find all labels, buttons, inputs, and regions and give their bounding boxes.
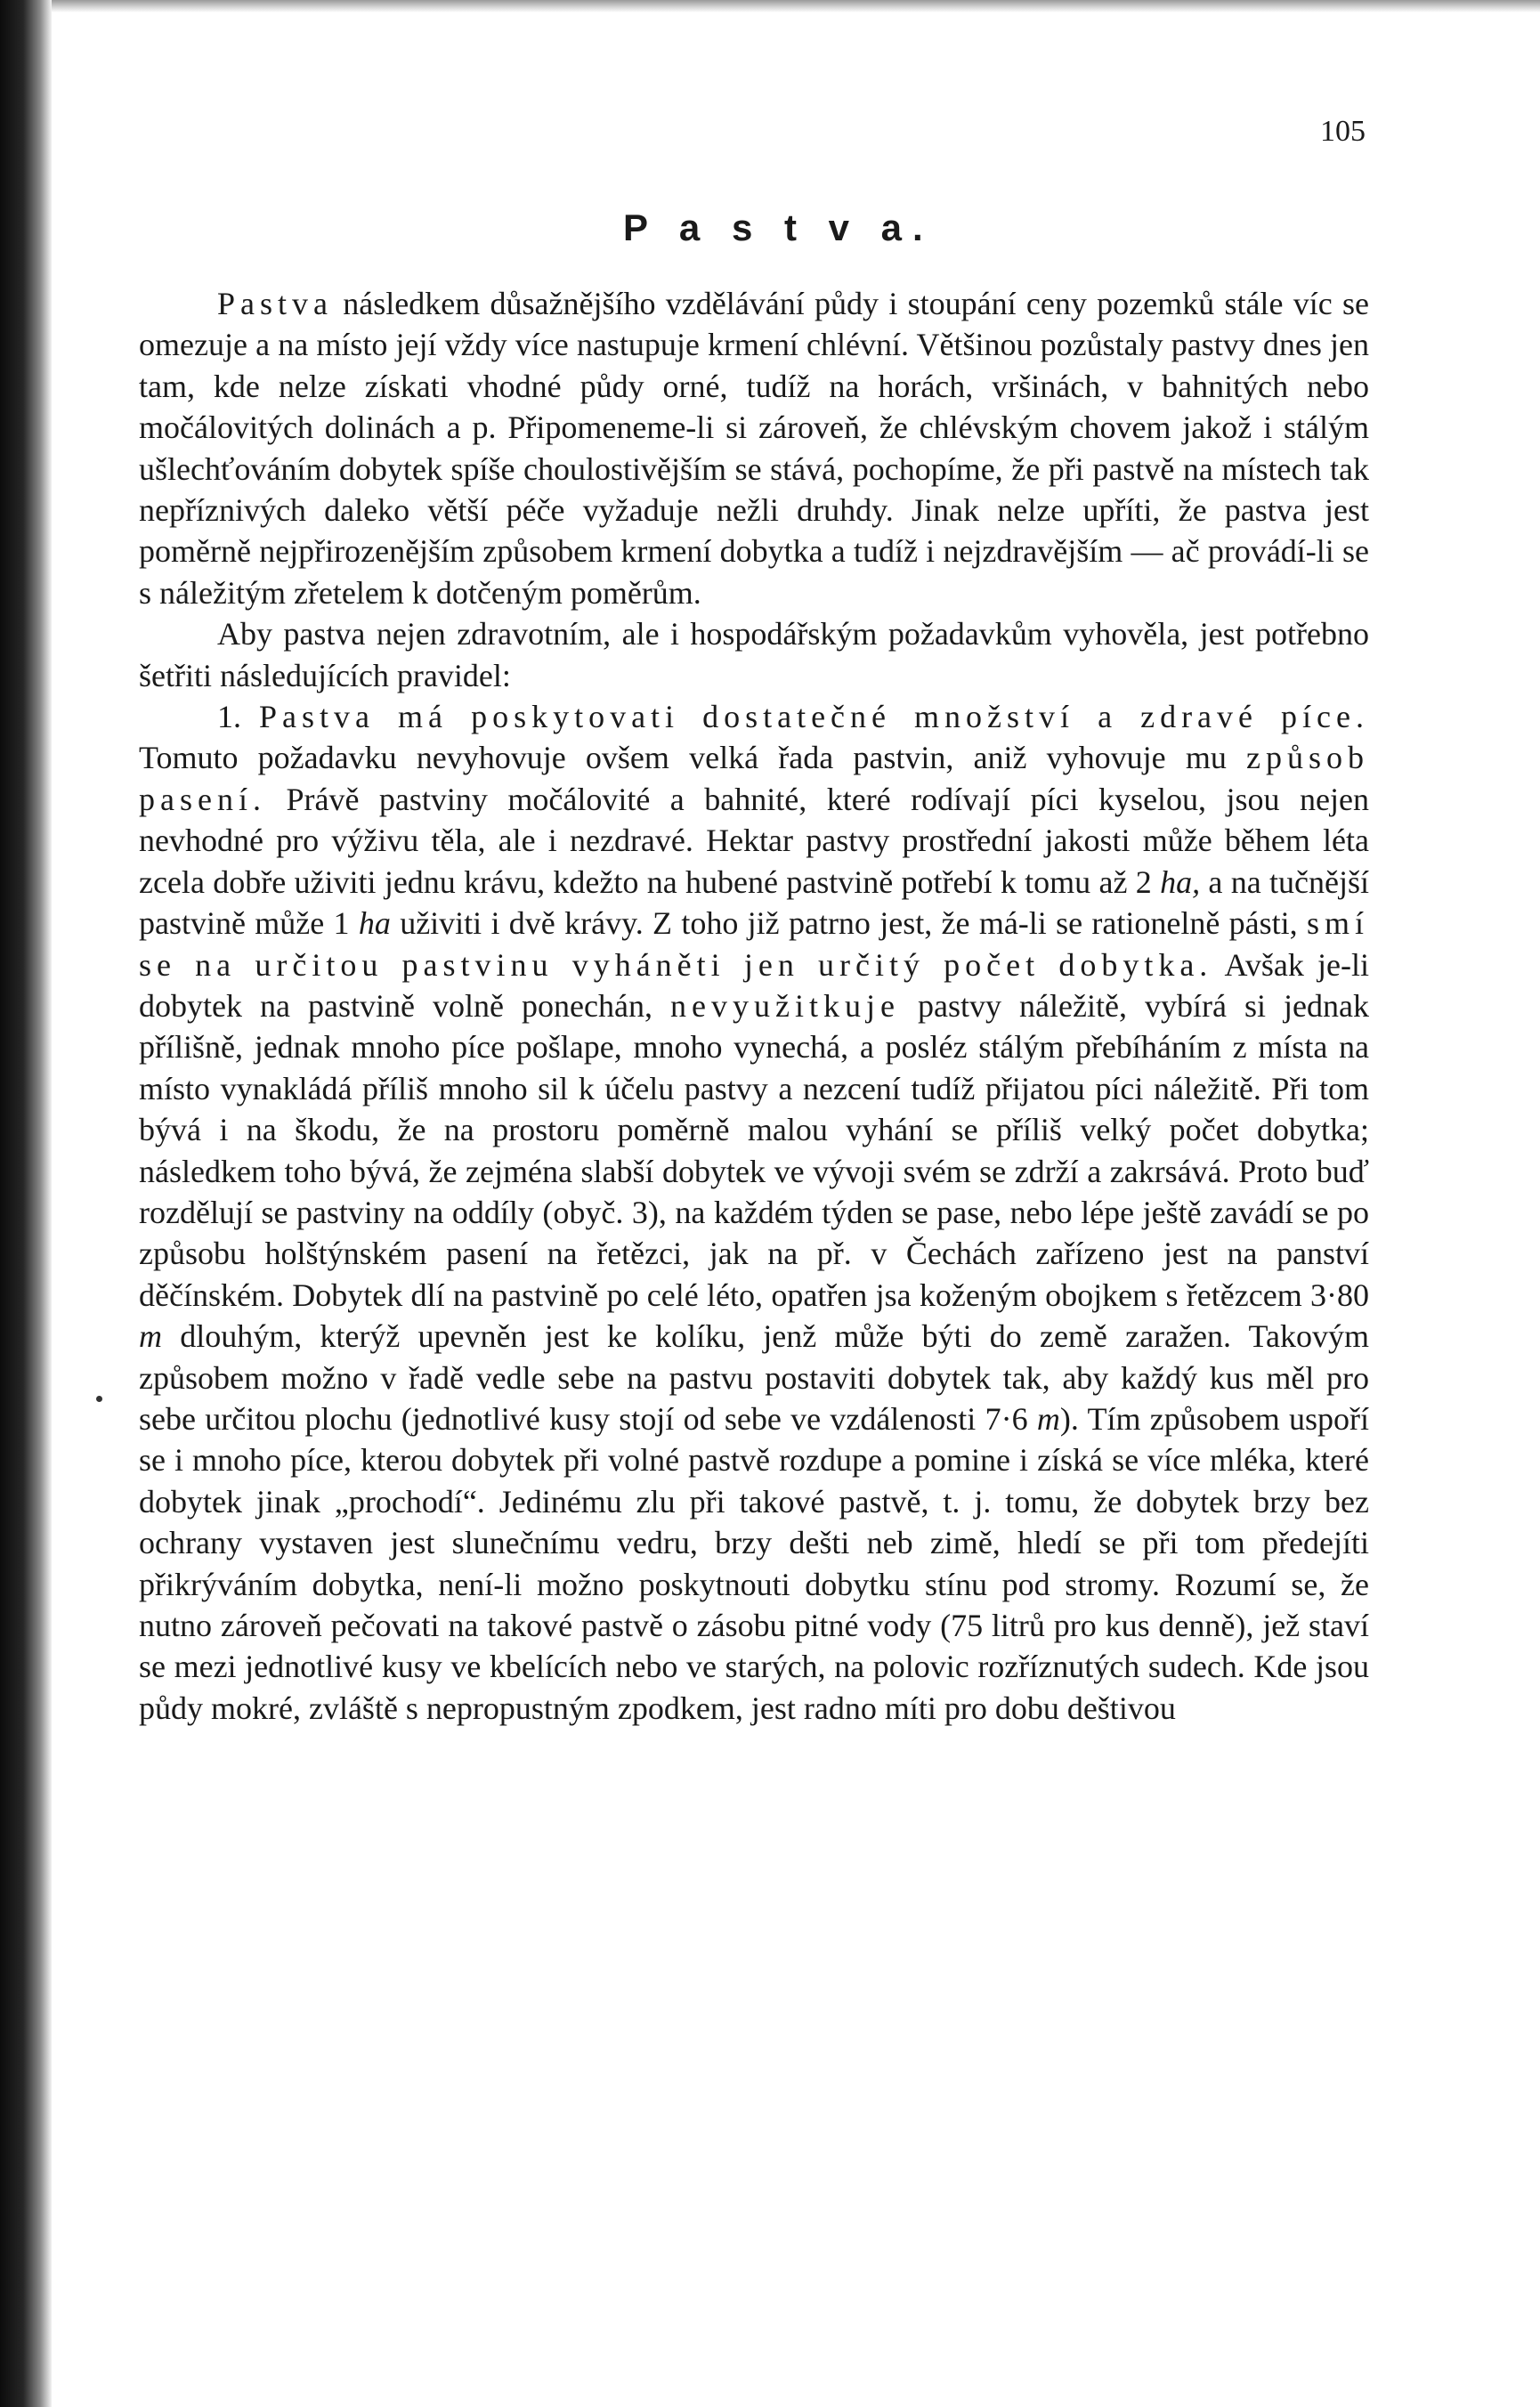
rule-number: 1.: [217, 699, 260, 735]
page-top-edge: [52, 0, 1540, 12]
unit-ha-1: ha,: [1160, 863, 1201, 900]
paragraph-3-text-2: Právě pastviny močálovité a bahnité, které rodívají píci kyselou, jsou nejen nevhodné pro výživu těla, ale i nezdravé. Hektar pastvy prostřední jakosti může během léta zcela dobře uživiti jednu krávu, kdežto na hubené pastvině potřebí k tomu až 2: [139, 781, 1369, 900]
book-spine-shadow: [0, 0, 52, 2407]
page-number: 105: [1320, 115, 1366, 148]
paragraph-3-text-5: Avšak je-li dobytek na pastvině volně ponechán,: [139, 946, 1369, 1024]
paragraph-3-text-4: uživiti i dvě krávy. Z toho již patrno jest, že má-li se rationelně pásti,: [390, 905, 1307, 942]
emphasis-nevyuzitkuje: nevyužitkuje: [670, 987, 900, 1024]
emphasis-herd-limit: smí se na určitou pastvinu vyháněti jen určitý počet dobytka.: [139, 905, 1369, 983]
body-text: [139, 283, 1369, 1729]
paragraph-1: [139, 283, 1369, 613]
paragraph-2: Aby pastva nejen zdravotním, ale i hospodářským požadavkům vyhověla, jest potřebno šetřiti následujících pravidel:: [139, 616, 1369, 693]
paragraph-3-text-1: Tomuto požadavku nevyhovuje ovšem velká řada pastvin, aniž vyhovuje mu: [139, 740, 1246, 776]
paragraph-3-text-8: ). Tím způsobem uspoří se i mnoho píce, kterou dobytek při volné pastvě rozdupe a pomine i získá se více mléka, které dobytek jinak „prochodí“. Jedinému zlu při takové pastvě, t. j. tomu, že dobytek brzy bez ochrany vystaven jest slunečnímu vedru, brzy dešti neb zimě, hledí se při tom předejíti přikrýváním dobytka, není-li možno poskytnouti dobytku stínu pod stromy. Rozumí se, že nutno zároveň pečovati na takové pastvě o zásobu pitné vody (75 litrů pro kus denně), jež staví se mezi jednotlivé kusy ve kbelících nebo ve starých, na polovic rozříznutých sudech. Kde jsou půdy mokré, zvláště s nepropustným zpodkem, jest radno míti pro dobu deštivou: [139, 1400, 1369, 1726]
unit-ha-2: ha: [358, 905, 391, 942]
paragraph-3-text-7: dlouhým, kterýž upevněn jest ke kolíku, jenž může býti do země zaražen. Takovým způsobem možno v řadě vedle sebe na pastvu postaviti dobytek tak, aby každý kus měl pro sebe určitou plochu (jednotlivé kusy stojí od sebe ve vzdálenosti 7·6: [139, 1318, 1369, 1437]
paragraph-3: [139, 696, 1369, 1729]
paragraph-3-text-6: pastvy náležitě, vybírá si jednak přílišně, jednak mnoho píce pošlape, mnoho vynechá, a posléz stálým přebíháním z místa na místo vynakládá příliš mnoho sil k účelu pastvy a nezcení tudíž přijatou píci náležitě. Při tom bývá i na škodu, že na prostoru poměrně malou vyhání se příliš velký počet dobytka; následkem toho bývá, že zejména slabší dobytek ve vývoji svém se zdrží a zakrsává. Proto buď rozdělují se pastviny na oddíly (obyč. 3), na každém týden se pase, nebo lépe ještě zavádí se po způsobu holštýnském pasení na řetězci, jak na př. v Čechách zařízeno jest na panství děčínském. Dobytek dlí na pastvině po celé léto, opatřen jsa koženým obojkem s řetězcem 3·80: [139, 987, 1369, 1313]
paragraph-3-text-3: a na tučnější pastvině může 1: [139, 863, 1369, 942]
margin-mark: [96, 1396, 102, 1402]
paragraph-1-lead-word: Pastva: [217, 286, 333, 321]
unit-m-1: m: [139, 1318, 162, 1355]
emphasis-pasture-method: způsob pasení.: [139, 740, 1369, 817]
unit-m-2: m: [1036, 1400, 1060, 1437]
chapter-title: P a s t v a.: [623, 207, 934, 248]
paragraph-1-text: následkem důsažnějšího vzdělávání půdy i stoupání ceny pozemků stále víc se omezuje a na místo její vždy více nastupuje krmení chlévní. Většinou pozůstaly pastvy dnes jen tam, kde nelze získati vhodné půdy orné, tudíž na horách, vršinách, v bahnitých nebo močálovitých dolinách a p. Připomeneme-li si zároveň, že chlévským chovem jakož i stálým ušlechťováním dobytek spíše choulostivějším se stává, pochopíme, že při pastvě na místech tak nepříznivých daleko větší péče vyžaduje nežli druhdy. Jinak nelze upříti, že pastva jest poměrně nejpřirozenějším způsobem krmení dobytka a tudíž i nejzdravějším — ač provádí-li se s náležitým zřetelem k dotčeným poměrům.: [139, 286, 1369, 611]
rule-1-statement: Pastva má poskytovati dostatečné množství a zdravé píce.: [259, 699, 1369, 735]
